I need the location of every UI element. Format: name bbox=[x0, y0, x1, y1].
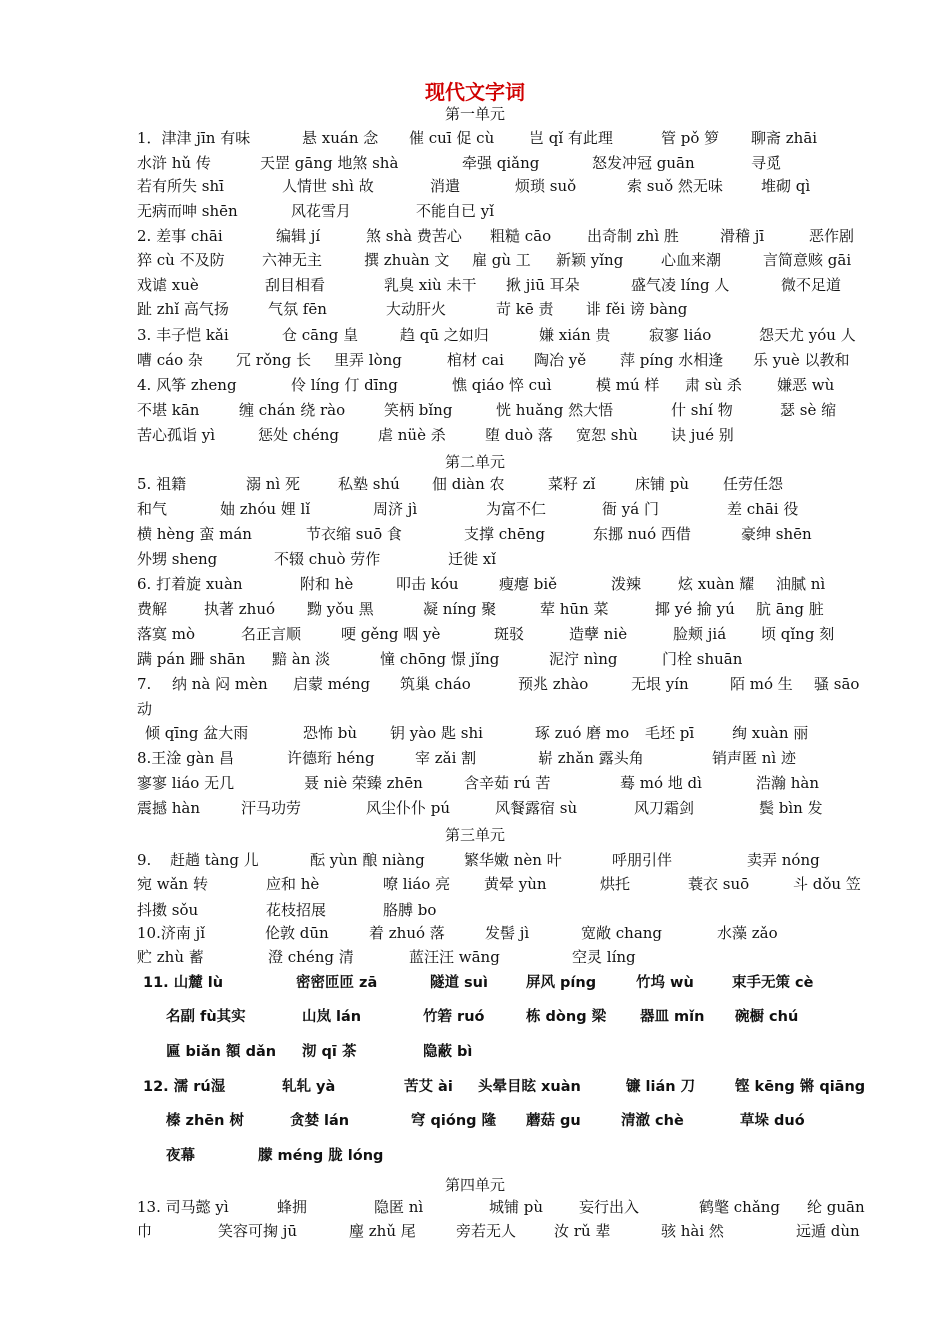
vocab-item: 花枝招展 bbox=[266, 901, 327, 919]
unit-heading: 第二单元 bbox=[444, 453, 505, 471]
vocab-item: 恶作剧 bbox=[809, 227, 855, 245]
vocab-item: 索 suǒ 然无味 bbox=[627, 177, 723, 195]
vocab-item: 隐蔽 bì bbox=[423, 1044, 473, 1060]
vocab-item: 汝 rǔ 辈 bbox=[554, 1222, 611, 1240]
vocab-item: 伶 líng 仃 dīng bbox=[291, 376, 398, 394]
vocab-item: 瘦瘪 biě bbox=[499, 575, 558, 593]
vocab-item: 嘹 liáo 亮 bbox=[383, 875, 451, 893]
vocab-item: 惩处 chéng bbox=[258, 426, 339, 444]
vocab-line bbox=[0, 923, 950, 947]
vocab-item: 器皿 mǐn bbox=[640, 1009, 705, 1025]
vocab-item: 隐匿 nì bbox=[374, 1198, 424, 1216]
unit-heading: 第一单元 bbox=[444, 105, 505, 123]
vocab-item: 溺 nì 死 bbox=[246, 475, 300, 493]
vocab-item: 大动肝火 bbox=[386, 300, 447, 318]
vocab-item: 酝 yùn 酿 niàng bbox=[310, 851, 425, 869]
vocab-line bbox=[0, 1111, 950, 1135]
vocab-line bbox=[0, 250, 950, 274]
vocab-item: 叩击 kóu bbox=[396, 575, 459, 593]
vocab-line bbox=[0, 325, 950, 349]
vocab-item: 和气 bbox=[137, 500, 168, 518]
vocab-item: 倾 qīng 盆大雨 bbox=[145, 724, 249, 742]
vocab-item: 恍 huǎng 然大悟 bbox=[496, 401, 614, 419]
vocab-item: 苦艾 ài bbox=[404, 1079, 453, 1095]
vocab-item: 穹 qióng 隆 bbox=[411, 1113, 497, 1129]
vocab-item: 琢 zuó 磨 mo bbox=[535, 724, 630, 742]
vocab-item: 外甥 sheng bbox=[137, 550, 218, 568]
vocab-item: 竹箬 ruó bbox=[423, 1009, 485, 1025]
vocab-item: 附和 hè bbox=[300, 575, 354, 593]
vocab-item: 13. 司马懿 yì bbox=[137, 1198, 229, 1216]
vocab-item: 动 bbox=[137, 700, 153, 718]
vocab-item: 朦 méng 胧 lóng bbox=[258, 1148, 384, 1164]
vocab-item: 碗橱 chú bbox=[735, 1009, 799, 1025]
vocab-item: 鹤氅 chǎng bbox=[699, 1198, 781, 1216]
vocab-item: 执著 zhuó bbox=[204, 600, 276, 618]
vocab-item: 为富不仁 bbox=[486, 500, 547, 518]
vocab-item: 豪绅 shēn bbox=[741, 525, 812, 543]
vocab-item: 油腻 nì bbox=[776, 575, 826, 593]
vocab-item: 盛气凌 líng 人 bbox=[631, 276, 730, 294]
vocab-line bbox=[0, 176, 950, 200]
vocab-line bbox=[0, 350, 950, 374]
vocab-item: 荤 hūn 菜 bbox=[540, 600, 609, 618]
vocab-line bbox=[0, 400, 950, 424]
vocab-line bbox=[0, 624, 950, 648]
vocab-item: 管 pǒ 箩 bbox=[661, 129, 720, 147]
vocab-item: 任劳任怨 bbox=[723, 475, 784, 493]
vocab-item: 轧轧 yà bbox=[282, 1079, 336, 1095]
vocab-item: 雇 gù 工 bbox=[472, 251, 531, 269]
vocab-item: 不能自已 yǐ bbox=[416, 202, 495, 220]
vocab-item: 笑容可掬 jū bbox=[218, 1222, 298, 1240]
vocab-item: 言简意赅 gāi bbox=[763, 251, 852, 269]
vocab-line bbox=[0, 599, 950, 623]
vocab-item: 发髻 jì bbox=[485, 924, 530, 942]
vocab-item: 堕 duò 落 bbox=[485, 426, 553, 444]
vocab-item: 泥泞 nìng bbox=[549, 650, 618, 668]
vocab-item: 胳膊 bo bbox=[383, 901, 437, 919]
vocab-item: 私塾 shú bbox=[338, 475, 400, 493]
vocab-item: 肃 sù 杀 bbox=[685, 376, 742, 394]
vocab-item: 鬓 bìn 发 bbox=[759, 799, 823, 817]
vocab-item: 笑柄 bǐng bbox=[384, 401, 453, 419]
vocab-item: 揪 jiū 耳朵 bbox=[506, 276, 580, 294]
vocab-item: 落寞 mò bbox=[137, 625, 196, 643]
vocab-item: 堆砌 qì bbox=[761, 177, 811, 195]
vocab-item: 揶 yé 揄 yú bbox=[655, 600, 735, 618]
vocab-item: 澄 chéng 清 bbox=[268, 948, 354, 966]
vocab-item: 2. 差事 chāi bbox=[137, 227, 223, 245]
vocab-item: 铿 kēng 锵 qiāng bbox=[735, 1079, 866, 1095]
vocab-item: 岂 qǐ 有此理 bbox=[529, 129, 613, 147]
vocab-item: 床铺 pù bbox=[635, 475, 690, 493]
vocab-item: 门栓 shuān bbox=[662, 650, 743, 668]
vocab-item: 牵强 qiǎng bbox=[462, 154, 540, 172]
vocab-item: 骇 hài 然 bbox=[661, 1222, 724, 1240]
vocab-item: 陶冶 yě bbox=[534, 351, 587, 369]
vocab-item: 绚 xuàn 丽 bbox=[732, 724, 809, 742]
vocab-item: 震撼 hàn bbox=[137, 799, 201, 817]
vocab-item: 趾 zhǐ 高气扬 bbox=[137, 300, 229, 318]
vocab-item: 清澈 chè bbox=[621, 1113, 684, 1129]
vocab-item: 崭 zhǎn 露头角 bbox=[538, 749, 644, 767]
vocab-item: 旁若无人 bbox=[456, 1222, 517, 1240]
vocab-item: 粗糙 cāo bbox=[490, 227, 552, 245]
vocab-item: 远遁 dùn bbox=[796, 1222, 860, 1240]
vocab-item: 若有所失 shī bbox=[137, 177, 224, 195]
vocab-item: 嫌恶 wù bbox=[777, 376, 835, 394]
vocab-line bbox=[0, 299, 950, 323]
vocab-line bbox=[0, 1146, 950, 1170]
vocab-item: 里弄 lòng bbox=[334, 351, 402, 369]
vocab-item: 瑟 sè 缩 bbox=[780, 401, 837, 419]
vocab-line bbox=[0, 1221, 950, 1245]
vocab-item: 聊斋 zhāi bbox=[751, 129, 818, 147]
vocab-item: 冗 rǒng 长 bbox=[236, 351, 312, 369]
vocab-item: 水浒 hǔ 传 bbox=[137, 154, 211, 172]
vocab-line bbox=[0, 375, 950, 399]
vocab-item: 诽 fěi 谤 bàng bbox=[586, 300, 688, 318]
vocab-item: 衙 yá 门 bbox=[602, 500, 659, 518]
page-title: 现代文字词 bbox=[425, 80, 525, 104]
vocab-item: 什 shí 物 bbox=[671, 401, 733, 419]
vocab-item: 竹坞 wù bbox=[636, 975, 694, 991]
vocab-item: 束手无策 cè bbox=[732, 975, 814, 991]
vocab-item: 出奇制 zhì 胜 bbox=[587, 227, 679, 245]
vocab-line bbox=[0, 723, 950, 747]
vocab-item: 横 hèng 蛮 mán bbox=[137, 525, 252, 543]
vocab-item: 蹒 pán 跚 shān bbox=[137, 650, 246, 668]
vocab-item: 乳臭 xiù 未干 bbox=[384, 276, 477, 294]
vocab-item: 10.济南 jǐ bbox=[137, 924, 206, 942]
vocab-item: 镰 lián 刀 bbox=[626, 1079, 696, 1095]
vocab-item: 麈 zhǔ 尾 bbox=[349, 1222, 416, 1240]
vocab-item: 纳 nà 闷 mèn bbox=[172, 675, 268, 693]
vocab-line bbox=[0, 1042, 950, 1066]
vocab-item: 怨天尤 yóu 人 bbox=[759, 326, 856, 344]
vocab-item: 诀 jué 别 bbox=[671, 426, 734, 444]
vocab-item: 不辍 chuò 劳作 bbox=[274, 550, 381, 568]
vocab-item: 名正言顺 bbox=[241, 625, 302, 643]
vocab-item: 繁华嫩 nèn 叶 bbox=[464, 851, 562, 869]
vocab-item: 夜幕 bbox=[166, 1148, 195, 1164]
vocab-item: 蜂拥 bbox=[277, 1198, 308, 1216]
vocab-item: 催 cuī 促 cù bbox=[409, 129, 495, 147]
vocab-item: 天罡 gāng 地煞 shà bbox=[260, 154, 399, 172]
vocab-item: 悬 xuán 念 bbox=[302, 129, 379, 147]
vocab-line bbox=[0, 1007, 950, 1031]
vocab-item: 汗马功劳 bbox=[241, 799, 302, 817]
vocab-item: 佃 diàn 农 bbox=[432, 475, 505, 493]
vocab-item: 猝 cù 不及防 bbox=[137, 251, 225, 269]
vocab-item: 烦琐 suǒ bbox=[515, 177, 577, 195]
vocab-item: 许德珩 héng bbox=[287, 749, 375, 767]
vocab-item: 寥寥 liáo 无几 bbox=[137, 774, 235, 792]
vocab-line bbox=[0, 947, 950, 971]
vocab-item: 苛 kē 责 bbox=[496, 300, 554, 318]
vocab-item: 空灵 líng bbox=[572, 948, 636, 966]
vocab-item: 宽敞 chang bbox=[581, 924, 663, 942]
vocab-item: 纶 guān bbox=[807, 1198, 865, 1216]
vocab-item: 妄行出入 bbox=[579, 1198, 640, 1216]
vocab-item: 筑巢 cháo bbox=[400, 675, 471, 693]
vocab-item: 节衣缩 suō 食 bbox=[306, 525, 402, 543]
vocab-line bbox=[0, 549, 950, 573]
vocab-item: 凝 níng 聚 bbox=[423, 600, 497, 618]
vocab-item: 贪婪 lán bbox=[290, 1113, 350, 1129]
vocab-item: 3. 丰子恺 kǎi bbox=[137, 326, 229, 344]
vocab-item: 宰 zǎi 割 bbox=[415, 749, 477, 767]
vocab-item: 脸颊 jiá bbox=[673, 625, 727, 643]
vocab-item: 黝 yǒu 黑 bbox=[307, 600, 374, 618]
vocab-item: 头晕目眩 xuàn bbox=[478, 1079, 581, 1095]
vocab-item: 周济 jì bbox=[373, 500, 418, 518]
vocab-item: 不堪 kān bbox=[137, 401, 200, 419]
vocab-line bbox=[0, 128, 950, 152]
vocab-item: 赶趟 tàng 儿 bbox=[170, 851, 259, 869]
vocab-item: 菜籽 zǐ bbox=[548, 475, 596, 493]
vocab-item: 风尘仆仆 pú bbox=[366, 799, 451, 817]
vocab-item: 启蒙 méng bbox=[293, 675, 371, 693]
vocab-item: 哽 gěng 咽 yè bbox=[341, 625, 441, 643]
vocab-item: 应和 hè bbox=[266, 875, 320, 893]
vocab-item: 模 mú 样 bbox=[596, 376, 660, 394]
vocab-item: 巾 bbox=[137, 1222, 153, 1240]
vocab-item: 蓑衣 suō bbox=[688, 875, 750, 893]
vocab-item: 抖擞 sǒu bbox=[137, 901, 199, 919]
vocab-item: 7. bbox=[137, 675, 152, 693]
vocab-item: 呼朋引伴 bbox=[612, 851, 673, 869]
vocab-item: 嘈 cáo 杂 bbox=[137, 351, 203, 369]
vocab-line bbox=[0, 798, 950, 822]
vocab-item: 5. 祖籍 bbox=[137, 475, 187, 493]
vocab-item: 1．津津 jīn 有味 bbox=[137, 129, 251, 147]
vocab-item: 6. 打着旋 xuàn bbox=[137, 575, 243, 593]
vocab-item: 气氛 fēn bbox=[268, 300, 327, 318]
vocab-item: 风餐露宿 sù bbox=[495, 799, 578, 817]
vocab-item: 东挪 nuó 西借 bbox=[593, 525, 691, 543]
vocab-item: 毛坯 pī bbox=[645, 724, 695, 742]
vocab-item: 嫌 xián 贵 bbox=[539, 326, 611, 344]
vocab-item: 缠 chán 绕 rào bbox=[239, 401, 346, 419]
vocab-item: 烘托 bbox=[600, 875, 631, 893]
vocab-item: 宽恕 shù bbox=[576, 426, 638, 444]
vocab-line bbox=[0, 153, 950, 177]
vocab-item: 4. 风筝 zheng bbox=[137, 376, 237, 394]
vocab-item: 着 zhuó 落 bbox=[369, 924, 445, 942]
vocab-item: 新颖 yǐng bbox=[556, 251, 624, 269]
vocab-item: 寂寥 liáo bbox=[649, 326, 712, 344]
vocab-line bbox=[0, 201, 950, 225]
vocab-item: 仓 cāng 皇 bbox=[282, 326, 359, 344]
vocab-item: 人情世 shì 故 bbox=[282, 177, 374, 195]
vocab-item: 栋 dòng 梁 bbox=[526, 1009, 607, 1025]
vocab-item: 差 chāi 役 bbox=[727, 500, 799, 518]
vocab-line bbox=[0, 524, 950, 548]
vocab-item: 屏风 píng bbox=[526, 975, 597, 991]
vocab-item: 乐 yuè 以教和 bbox=[753, 351, 850, 369]
vocab-item: 憔 qiáo 悴 cuì bbox=[452, 376, 552, 394]
vocab-item: 浩瀚 hàn bbox=[756, 774, 820, 792]
vocab-line bbox=[0, 973, 950, 997]
vocab-line bbox=[0, 874, 950, 898]
vocab-item: 无病而呻 shēn bbox=[137, 202, 238, 220]
vocab-item: 骚 sāo bbox=[814, 675, 860, 693]
vocab-item: 消遣 bbox=[430, 177, 461, 195]
vocab-item: 泼辣 bbox=[611, 575, 642, 593]
vocab-item: 棺材 cai bbox=[447, 351, 504, 369]
vocab-item: 风刀霜剑 bbox=[634, 799, 695, 817]
vocab-line bbox=[0, 425, 950, 449]
vocab-item: 苦心孤诣 yì bbox=[137, 426, 216, 444]
vocab-item: 陌 mó 生 bbox=[730, 675, 793, 693]
vocab-item: 9. bbox=[137, 851, 152, 869]
vocab-item: 聂 niè 荣臻 zhēn bbox=[304, 774, 423, 792]
vocab-item: 卖弄 nóng bbox=[747, 851, 820, 869]
vocab-item: 煞 shà 费苦心 bbox=[366, 227, 462, 245]
vocab-line bbox=[0, 773, 950, 797]
vocab-item: 伦敦 dūn bbox=[265, 924, 329, 942]
unit-heading: 第三单元 bbox=[444, 826, 505, 844]
vocab-item: 刮目相看 bbox=[265, 276, 326, 294]
vocab-item: 怒发冲冠 guān bbox=[592, 154, 695, 172]
vocab-item: 憧 chōng 憬 jǐng bbox=[380, 650, 500, 668]
vocab-line bbox=[0, 275, 950, 299]
vocab-item: 蘑菇 gu bbox=[526, 1113, 581, 1129]
vocab-item: 蓝汪汪 wāng bbox=[409, 948, 500, 966]
vocab-item: 含辛茹 rú 苦 bbox=[464, 774, 551, 792]
vocab-item: 无垠 yín bbox=[631, 675, 689, 693]
vocab-item: 风花雪月 bbox=[291, 202, 352, 220]
vocab-item: 斑驳 bbox=[494, 625, 525, 643]
vocab-item: 12. 濡 rú湿 bbox=[143, 1079, 226, 1095]
vocab-item: 蓦 mó 地 dì bbox=[620, 774, 702, 792]
vocab-item: 炫 xuàn 耀 bbox=[678, 575, 755, 593]
vocab-item: 名副 fù其实 bbox=[166, 1009, 246, 1025]
vocab-item: 匾 biǎn 額 dǎn bbox=[166, 1044, 277, 1060]
vocab-item: 黯 àn 淡 bbox=[272, 650, 331, 668]
vocab-line bbox=[0, 649, 950, 673]
vocab-item: 隧道 suì bbox=[430, 975, 488, 991]
vocab-item: 造孽 niè bbox=[569, 625, 628, 643]
vocab-item: 趋 qū 之如归 bbox=[400, 326, 489, 344]
vocab-item: 虐 nüè 杀 bbox=[378, 426, 446, 444]
vocab-item: 贮 zhù 蓄 bbox=[137, 948, 204, 966]
vocab-item: 榛 zhēn 树 bbox=[166, 1113, 245, 1129]
vocab-line bbox=[0, 226, 950, 250]
vocab-item: 水藻 zǎo bbox=[717, 924, 778, 942]
vocab-item: 密密匝匝 zā bbox=[296, 975, 378, 991]
vocab-item: 六神无主 bbox=[262, 251, 323, 269]
vocab-line bbox=[0, 699, 950, 723]
vocab-item: 萍 píng 水相逢 bbox=[620, 351, 724, 369]
vocab-item: 黄晕 yùn bbox=[484, 875, 547, 893]
vocab-item: 编辑 jí bbox=[276, 227, 321, 245]
vocab-item: 城铺 pù bbox=[489, 1198, 544, 1216]
vocab-item: 预兆 zhào bbox=[518, 675, 589, 693]
vocab-item: 费解 bbox=[137, 600, 168, 618]
vocab-item: 滑稽 jī bbox=[720, 227, 765, 245]
unit-heading: 第四单元 bbox=[444, 1176, 505, 1194]
vocab-line bbox=[0, 850, 950, 874]
vocab-line bbox=[0, 748, 950, 772]
vocab-item: 撰 zhuàn 文 bbox=[364, 251, 450, 269]
vocab-item: 寻觅 bbox=[751, 154, 782, 172]
vocab-item: 沏 qī 茶 bbox=[302, 1044, 357, 1060]
vocab-line bbox=[0, 1197, 950, 1221]
vocab-item: 心血来潮 bbox=[661, 251, 722, 269]
vocab-line bbox=[0, 499, 950, 523]
vocab-line bbox=[0, 1077, 950, 1101]
vocab-item: 宛 wǎn 转 bbox=[137, 875, 208, 893]
vocab-item: 恐怖 bù bbox=[303, 724, 358, 742]
vocab-line bbox=[0, 900, 950, 924]
vocab-item: 11. 山麓 lù bbox=[143, 975, 224, 991]
vocab-item: 斗 dǒu 笠 bbox=[793, 875, 861, 893]
vocab-item: 山岚 lán bbox=[302, 1009, 362, 1025]
vocab-item: 微不足道 bbox=[781, 276, 842, 294]
vocab-line bbox=[0, 474, 950, 498]
vocab-item: 8.王淦 gàn 昌 bbox=[137, 749, 235, 767]
vocab-item: 迁徙 xǐ bbox=[448, 550, 497, 568]
vocab-item: 钥 yào 匙 shi bbox=[390, 724, 483, 742]
vocab-line bbox=[0, 674, 950, 698]
vocab-item: 销声匿 nì 迹 bbox=[712, 749, 796, 767]
vocab-item: 肮 āng 脏 bbox=[756, 600, 824, 618]
vocab-item: 支撑 chēng bbox=[464, 525, 545, 543]
vocab-item: 戏谑 xuè bbox=[137, 276, 199, 294]
vocab-item: 妯 zhóu 娌 lǐ bbox=[220, 500, 311, 518]
vocab-item: 草垛 duó bbox=[740, 1113, 805, 1129]
vocab-line bbox=[0, 574, 950, 598]
vocab-item: 顷 qǐng 刻 bbox=[761, 625, 835, 643]
